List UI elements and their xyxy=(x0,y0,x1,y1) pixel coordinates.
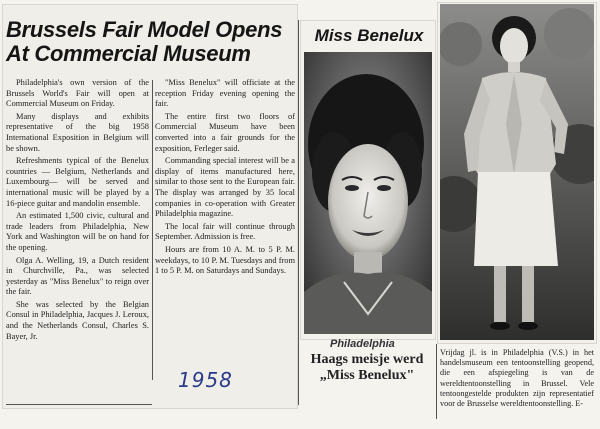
col1-paragraph: Philadelphia's own version of the Brussels World's Fair will open at Commercial Museum on Friday. xyxy=(6,78,149,109)
col1-paragraph: She was selected by the Belgian Consul in Philadelphia, Jacques J. Leroux, and the Netherlands Consul, Charles S. Bayer, Jr. xyxy=(6,299,149,341)
column-divider xyxy=(152,80,153,380)
col1-paragraph: Refreshments typical of the Benelux countries — Belgium, Netherlands and Luxembourg— will be served and international music will be played by a 16-piece guitar and mandolin ensemble. xyxy=(6,156,149,208)
col2-paragraph: The entire first two floors of Commercial Museum have been converted into a fair grounds for the exposition, Ferleger said. xyxy=(155,111,295,153)
handwritten-year: 1958 xyxy=(178,368,233,392)
headline-line1: Brussels Fair Model Opens xyxy=(6,17,283,42)
col2-paragraph: Hours are from 10 A. M. to 5 P. M. weekdays, to 10 P. M. Tuesdays and from 1 to 5 P. M. on Saturdays and Sundays. xyxy=(155,244,295,276)
city-label: Philadelphia xyxy=(330,338,395,350)
photo-divider xyxy=(298,20,299,405)
col2-paragraph: Commanding special interest will be a display of items manufactured here, similar to those sent to the European fair. The display was arranged by 35 local companies in co-operation with Greater Philadelphia magazine. xyxy=(155,156,295,219)
photo-title: Miss Benelux xyxy=(314,26,424,45)
dutch-headline-line2: „Miss Benelux" xyxy=(319,368,415,383)
dutch-caption: Vrijdag jl. is in Philadelphia (V.S.) in het handelsmuseum een tentoonstelling geopend, die een afspiegeling is van de wereldtentoonstelling in Brussel. Vele tentoongestelde produkten zijn representatief voor de Brusselse wereldtentoonstelling. E- xyxy=(440,348,594,409)
dutch-divider xyxy=(436,344,437,419)
bottom-rule xyxy=(6,404,152,405)
dutch-headline xyxy=(300,352,434,384)
dutch-headline-line1: Haags meisje werd xyxy=(310,352,424,367)
col1-paragraph: An estimated 1,500 civic, cultural and trade leaders from Philadelphia, New York and Washington will be on hand for the opening. xyxy=(6,211,149,252)
fullbody-photo xyxy=(440,4,594,340)
portrait-photo xyxy=(304,52,432,334)
col2-paragraph: "Miss Benelux" will officiate at the reception Friday evening opening the fair. xyxy=(155,78,295,109)
article-column-1 xyxy=(6,78,149,344)
col1-paragraph: Olga A. Welling, 19, a Dutch resident in Churchville, Pa., was selected yesterday as "Miss Benelux" to reign over the fair. xyxy=(6,255,149,297)
article-column-2 xyxy=(155,78,295,279)
col1-paragraph: Many displays and exhibits representative of the big 1958 International Exposition in Belgium will be shown. xyxy=(6,111,149,153)
headline-line2: At Commercial Museum xyxy=(6,41,251,66)
fullbody-image xyxy=(440,4,594,340)
portrait-image xyxy=(304,52,432,334)
headline xyxy=(6,18,298,66)
col2-paragraph: The local fair will continue through September. Admission is free. xyxy=(155,221,295,242)
